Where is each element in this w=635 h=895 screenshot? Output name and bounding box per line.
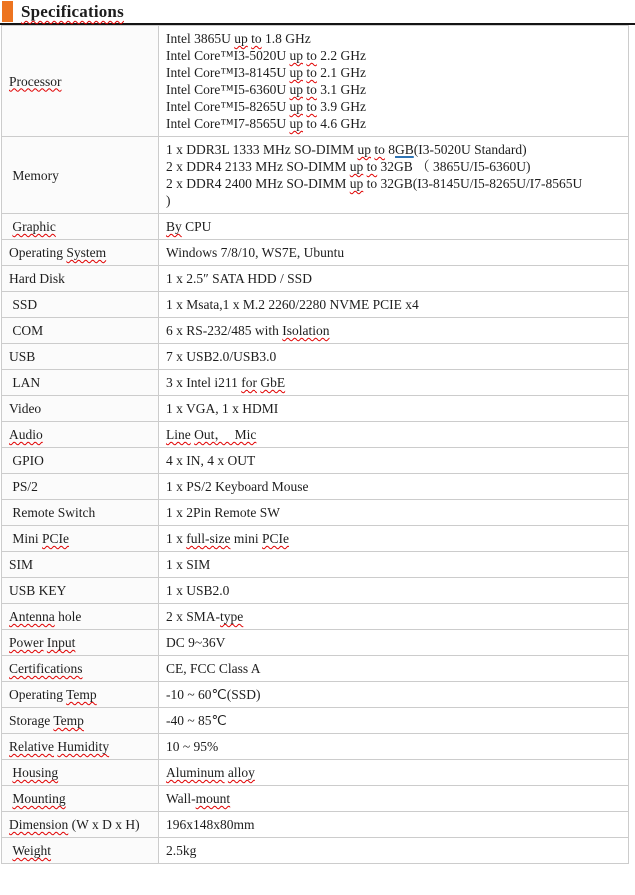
spellcheck-squiggle-text: up	[289, 65, 303, 80]
spec-value-line	[166, 115, 620, 132]
spec-label-cell	[2, 838, 159, 864]
spellcheck-squiggle-text: up	[349, 176, 364, 191]
spec-value-line	[166, 790, 620, 807]
spec-label-cell	[2, 214, 159, 240]
spec-value-cell	[159, 708, 629, 734]
spec-value-line	[166, 608, 620, 625]
spellcheck-squiggle-text: to	[366, 159, 378, 174]
text-segment: 1 x USB2.0	[166, 583, 230, 598]
table-row	[2, 137, 629, 214]
spellcheck-squiggle-text: Mounting	[12, 791, 66, 806]
text-segment: Intel Core™I3-5020U	[166, 48, 290, 63]
spec-label-cell	[2, 474, 159, 500]
table-row	[2, 396, 629, 422]
spellcheck-squiggle-text: to	[306, 82, 317, 97]
text-segment: Intel Core™I7-8565U	[166, 116, 290, 131]
text-segment: 196x148x80mm	[166, 817, 255, 832]
text-segment: to 4.6 GHz	[302, 116, 366, 131]
table-row	[2, 682, 629, 708]
spellcheck-squiggle-text: Dimension	[9, 817, 69, 832]
text-segment: 1 x DDR3L 1333 MHz SO-DIMM	[166, 142, 358, 157]
spellcheck-squiggle-text: to	[306, 65, 317, 80]
spec-value-cell	[159, 344, 629, 370]
spellcheck-squiggle-text: Antenna	[9, 609, 55, 624]
spec-label-cell	[2, 344, 159, 370]
text-segment: 2.2 GHz	[316, 48, 366, 63]
table-row	[2, 448, 629, 474]
spellcheck-squiggle-text: Line	[166, 427, 191, 442]
text-segment: 8	[384, 142, 396, 157]
text-segment: 1 x Msata,1 x M.2 2260/2280 NVME PCIE x4	[166, 297, 419, 312]
spec-value-cell	[159, 838, 629, 864]
text-segment: COM	[9, 323, 44, 338]
spec-value-cell	[159, 214, 629, 240]
text-segment: 2.1 GHz	[316, 65, 366, 80]
text-segment: Wall-	[166, 791, 196, 806]
table-row	[2, 526, 629, 552]
text-segment: 1 x PS/2 Keyboard Mouse	[166, 479, 309, 494]
spellcheck-squiggle-text: Graphic	[12, 219, 56, 234]
spec-value-line	[166, 158, 620, 175]
text-segment: 1 x SIM	[166, 557, 211, 572]
text-segment: SIM	[9, 557, 34, 572]
text-segment: GPIO	[9, 453, 44, 468]
spec-label-cell	[2, 812, 159, 838]
table-row	[2, 760, 629, 786]
text-segment: Intel 3865U	[166, 31, 235, 46]
spec-value-cell	[159, 630, 629, 656]
spec-value-line	[166, 81, 620, 98]
spellcheck-squiggle-text: full-size	[186, 531, 231, 546]
blue-underline-text: GB	[395, 142, 414, 157]
text-segment: Hard Disk	[9, 271, 65, 286]
spec-value-line	[166, 64, 620, 81]
text-segment: Memory	[9, 167, 59, 183]
text-segment: Video	[9, 401, 42, 416]
spec-value-line	[166, 374, 620, 391]
table-row	[2, 786, 629, 812]
spec-value-line	[166, 582, 620, 599]
text-segment: 7 x USB2.0/USB3.0	[166, 349, 277, 364]
spec-value-cell	[159, 137, 629, 214]
spec-value-cell	[159, 474, 629, 500]
text-segment: 6 x RS-232/485 with	[166, 323, 283, 338]
text-segment: 1 x	[166, 531, 187, 546]
accent-bar-icon	[2, 1, 13, 22]
table-row	[2, 838, 629, 864]
spec-value-cell	[159, 318, 629, 344]
spec-label-cell	[2, 708, 159, 734]
spec-value-cell	[159, 448, 629, 474]
page-title: Specifications	[21, 2, 124, 21]
spellcheck-squiggle-text: up	[357, 142, 371, 157]
spec-value-line	[166, 686, 620, 703]
table-row	[2, 318, 629, 344]
spellcheck-squiggle-text: Isolation	[282, 323, 330, 338]
spec-value-line	[166, 426, 620, 443]
text-segment: 4 x IN, 4 x OUT	[166, 453, 256, 468]
spec-value-line	[166, 270, 620, 287]
table-row	[2, 344, 629, 370]
text-segment: 10 ~ 95%	[166, 739, 219, 754]
table-row	[2, 604, 629, 630]
spec-label-cell	[2, 266, 159, 292]
spellcheck-squiggle-text: up	[349, 159, 364, 174]
text-segment: 1.8 GHz	[261, 31, 311, 46]
spec-value-cell	[159, 760, 629, 786]
spellcheck-squiggle-text: PCIe	[262, 531, 289, 546]
spec-value-line	[166, 141, 620, 158]
table-row	[2, 500, 629, 526]
spec-value-line	[166, 842, 620, 859]
spellcheck-squiggle-text: to	[251, 31, 262, 46]
spec-value-line	[166, 738, 620, 755]
spec-value-line	[166, 634, 620, 651]
spec-value-cell	[159, 786, 629, 812]
text-segment: (I3-5020U Standard)	[413, 142, 527, 157]
table-row	[2, 292, 629, 318]
section-header	[0, 0, 635, 25]
spec-value-cell	[159, 656, 629, 682]
spec-value-line	[166, 30, 620, 47]
spellcheck-squiggle-text: to	[306, 99, 317, 114]
spec-value-line	[166, 175, 620, 192]
text-segment: (W x D x H)	[68, 817, 140, 832]
spec-label-cell	[2, 578, 159, 604]
text-segment: PS/2	[9, 479, 38, 494]
spec-label-cell	[2, 370, 159, 396]
table-row	[2, 552, 629, 578]
text-segment: 2 x DDR4 2400 MHz SO-DIMM	[166, 176, 350, 191]
spec-value-line	[166, 660, 620, 677]
text-segment: hole	[54, 609, 82, 624]
text-segment: to 32GB(I3-8145U/I5-8265U/I7-8565U	[363, 176, 583, 191]
text-segment: mini	[230, 531, 262, 546]
text-segment: 1 x 2.5″ SATA HDD / SSD	[166, 271, 312, 286]
spec-value-line	[166, 530, 620, 547]
spec-value-cell	[159, 552, 629, 578]
spellcheck-squiggle-text: to	[306, 48, 317, 63]
spellcheck-squiggle-text: PCIe	[42, 531, 70, 546]
text-segment: Windows 7/8/10, WS7E, Ubuntu	[166, 245, 345, 260]
text-segment: CPU	[181, 219, 212, 234]
spellcheck-squiggle-text: up	[289, 116, 303, 131]
text-segment: 2 x DDR4 2133 MHz SO-DIMM	[166, 159, 350, 174]
spellcheck-squiggle-text: type	[220, 609, 244, 624]
table-row	[2, 630, 629, 656]
text-segment: 3.9 GHz	[316, 99, 366, 114]
text-segment: Operating	[9, 245, 67, 260]
text-segment: Mini	[9, 531, 43, 546]
table-row	[2, 656, 629, 682]
spec-label-cell	[2, 292, 159, 318]
spec-value-cell	[159, 422, 629, 448]
text-segment: Intel Core™I5-8265U	[166, 99, 290, 114]
spec-value-line	[166, 218, 620, 235]
text-segment: )	[166, 193, 171, 208]
spec-label-cell	[2, 500, 159, 526]
text-segment: 32GB （ 3865U/I5-6360U)	[377, 159, 531, 174]
spec-value-line	[166, 400, 620, 417]
spellcheck-squiggle-text: alloy	[227, 765, 255, 780]
spec-label-cell	[2, 318, 159, 344]
spellcheck-squiggle-text: mount	[195, 791, 231, 806]
table-row	[2, 578, 629, 604]
spellcheck-squiggle-text: for	[241, 375, 257, 390]
text-segment: CE, FCC Class A	[166, 661, 261, 676]
spec-label-cell	[2, 448, 159, 474]
text-segment: 3.1 GHz	[316, 82, 366, 97]
spellcheck-squiggle-text: up	[289, 99, 303, 114]
spec-value-line	[166, 322, 620, 339]
spec-label-cell	[2, 422, 159, 448]
spec-value-line	[166, 504, 620, 521]
spec-value-line	[166, 478, 620, 495]
text-segment: SSD	[9, 297, 38, 312]
spec-label-cell	[2, 682, 159, 708]
spellcheck-squiggle-text: Relative	[9, 739, 54, 754]
spellcheck-squiggle-text: Processor	[9, 73, 62, 89]
spellcheck-squiggle-text: GbE	[260, 375, 286, 390]
spec-value-line	[166, 764, 620, 781]
text-segment: DC 9~36V	[166, 635, 226, 650]
spellcheck-squiggle-text: Audio	[9, 427, 43, 442]
spec-value-cell	[159, 578, 629, 604]
spellcheck-squiggle-text: Housing	[12, 765, 59, 780]
spec-value-line	[166, 244, 620, 261]
spec-value-cell	[159, 682, 629, 708]
text-segment: -10 ~ 60℃(SSD)	[166, 687, 261, 702]
spec-table-body	[2, 26, 629, 864]
spellcheck-squiggle-text: Weight	[12, 843, 52, 858]
text-segment: USB KEY	[9, 583, 67, 598]
spellcheck-squiggle-text: up	[234, 31, 248, 46]
spellcheck-squiggle-text: Power	[9, 635, 44, 650]
spec-label-cell	[2, 137, 159, 214]
spellcheck-squiggle-text: Out， Mic	[194, 427, 257, 442]
spec-label-cell	[2, 656, 159, 682]
text-segment: 3 x Intel i211	[166, 375, 242, 390]
spec-value-line	[166, 816, 620, 833]
text-segment: Operating	[9, 687, 67, 702]
spec-value-cell	[159, 734, 629, 760]
text-segment: 1 x VGA, 1 x HDMI	[166, 401, 279, 416]
spec-label-cell	[2, 604, 159, 630]
spec-value-cell	[159, 396, 629, 422]
spellcheck-squiggle-text: Input	[46, 635, 76, 650]
spec-value-cell	[159, 370, 629, 396]
spellcheck-squiggle-text: Temp	[53, 713, 84, 728]
table-row	[2, 266, 629, 292]
text-segment: LAN	[9, 375, 41, 390]
spellcheck-squiggle-text: up	[289, 82, 303, 97]
spec-value-line	[166, 452, 620, 469]
spec-value-cell	[159, 292, 629, 318]
spellcheck-squiggle-text: up	[289, 48, 303, 63]
spec-label-cell	[2, 552, 159, 578]
table-row	[2, 26, 629, 137]
spec-value-line	[166, 556, 620, 573]
spec-label-cell	[2, 734, 159, 760]
spellcheck-squiggle-text: System	[66, 245, 107, 260]
spec-value-line	[166, 47, 620, 64]
table-row	[2, 370, 629, 396]
spellcheck-squiggle-text: Humidity	[57, 739, 110, 754]
spec-label-cell	[2, 760, 159, 786]
spec-label-cell	[2, 396, 159, 422]
spec-value-cell	[159, 240, 629, 266]
spec-value-line	[166, 296, 620, 313]
text-segment: 2.5kg	[166, 843, 197, 858]
spellcheck-squiggle-text: Certifications	[9, 661, 83, 676]
spellcheck-squiggle-text: Aluminum	[166, 765, 225, 780]
spec-value-line	[166, 98, 620, 115]
spellcheck-squiggle-text: By	[166, 219, 182, 234]
spellcheck-squiggle-text: Temp	[66, 687, 97, 702]
spec-label-cell	[2, 240, 159, 266]
text-segment: Remote Switch	[9, 505, 96, 520]
text-segment: Intel Core™I3-8145U	[166, 65, 290, 80]
specifications-table	[1, 25, 629, 864]
spec-value-line	[166, 192, 620, 209]
table-row	[2, 240, 629, 266]
table-row	[2, 708, 629, 734]
spec-value-cell	[159, 812, 629, 838]
spec-value-cell	[159, 604, 629, 630]
text-segment: -40 ~ 85℃	[166, 713, 227, 728]
spellcheck-squiggle-text: to	[374, 142, 385, 157]
spec-label-cell	[2, 786, 159, 812]
text-segment: USB	[9, 349, 36, 364]
spec-label-cell	[2, 526, 159, 552]
table-row	[2, 474, 629, 500]
spec-value-cell	[159, 266, 629, 292]
text-segment: Intel Core™I5-6360U	[166, 82, 290, 97]
text-segment: 1 x 2Pin Remote SW	[166, 505, 280, 520]
table-row	[2, 812, 629, 838]
spec-value-cell	[159, 26, 629, 137]
text-segment: Storage	[9, 713, 54, 728]
spec-value-cell	[159, 526, 629, 552]
spec-label-cell	[2, 26, 159, 137]
spec-label-cell	[2, 630, 159, 656]
text-segment: 2 x SMA-	[166, 609, 221, 624]
spec-value-line	[166, 712, 620, 729]
table-row	[2, 214, 629, 240]
spec-value-line	[166, 348, 620, 365]
spec-value-cell	[159, 500, 629, 526]
table-row	[2, 422, 629, 448]
table-row	[2, 734, 629, 760]
